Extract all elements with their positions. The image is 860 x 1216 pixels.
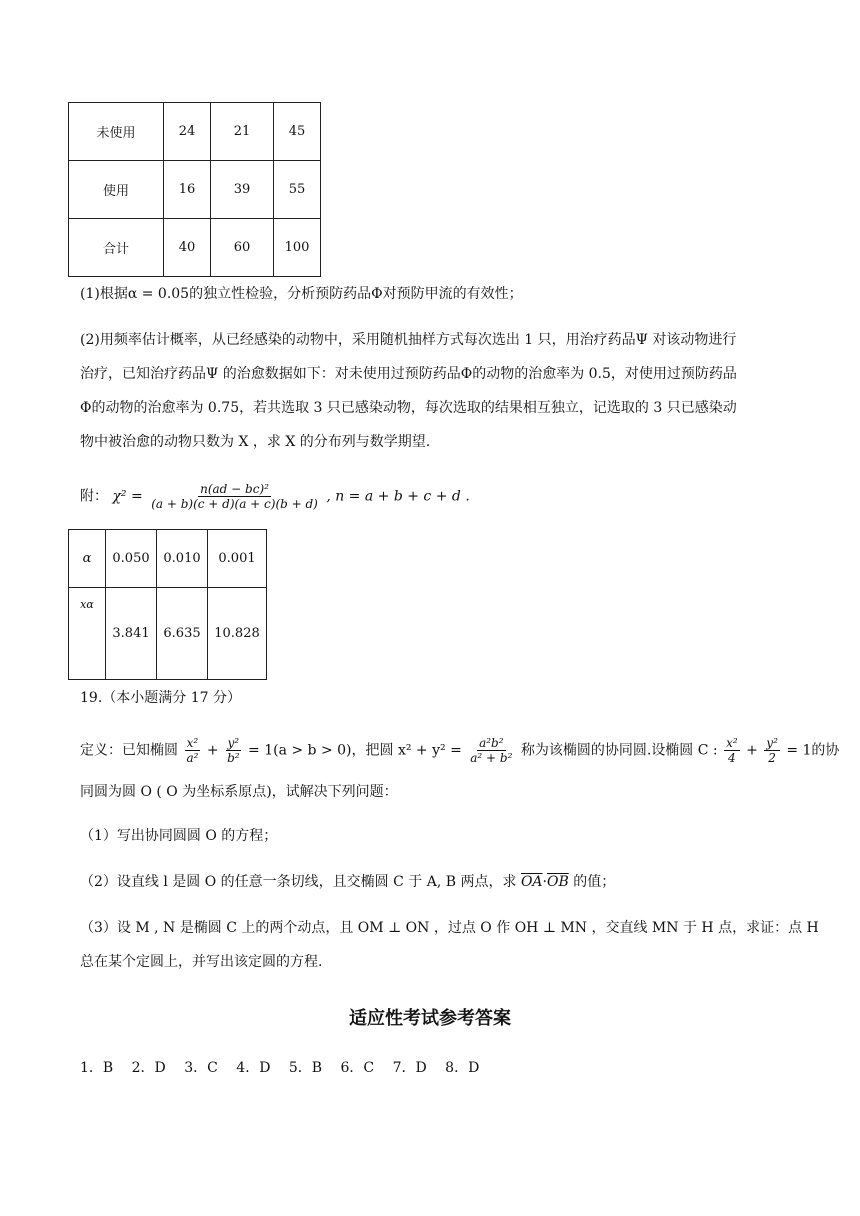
vector-ob: $\overline{OB}$ <box>546 874 569 890</box>
numerator: x² <box>726 736 738 750</box>
table-cell: 16 <box>164 161 211 219</box>
table-cell: 55 <box>274 161 321 219</box>
table-cell: α <box>69 530 106 588</box>
answers-list: 1．B 2．D 3．C 4．D 5．B 6．C 7．D 8．D <box>80 1060 480 1076</box>
row-label: 使用 <box>69 161 164 219</box>
table-cell: 45 <box>274 103 321 161</box>
q19-line-2: 同圆为圆 O ( O 为坐标系原点)，试解决下列问题： <box>80 784 398 800</box>
table-cell: xα <box>69 588 106 680</box>
fraction <box>724 736 740 765</box>
table-row <box>69 588 267 680</box>
fraction <box>468 736 514 765</box>
question-2-line-1: (2)用频率估计概率，从已经感染的动物中，采用随机抽样方式每次选出 1 只，用治疗药品Ψ 对该动物进行 <box>80 332 737 348</box>
formula-denominator: (a + b)(c + d)(a + c)(b + d) <box>151 497 318 511</box>
numerator: y² <box>766 736 778 750</box>
contingency-table <box>68 102 321 277</box>
answers-title: 适应性考试参考答案 <box>349 1008 511 1029</box>
numerator: x² <box>186 736 199 750</box>
table-cell: 21 <box>211 103 274 161</box>
q19-part-1: （1）写出协同圆圆 O 的方程； <box>80 828 278 844</box>
formula-fraction <box>149 482 320 511</box>
denominator: 2 <box>768 751 776 765</box>
denominator: b² <box>227 751 240 765</box>
formula-prefix: 附： <box>80 488 108 505</box>
table-cell: 60 <box>211 219 274 277</box>
table-row <box>69 219 321 277</box>
question-2-line-4: 物中被治愈的动物只数为 X ，求 X 的分布列与数学期望. <box>80 434 431 450</box>
table-cell: 3.841 <box>106 588 157 680</box>
table-cell: 0.001 <box>208 530 267 588</box>
denominator: 4 <box>728 751 736 765</box>
formula-suffix: , n = a + b + c + d . <box>326 488 470 505</box>
chi-symbol: χ² = <box>112 488 143 505</box>
denominator: a² <box>186 751 199 765</box>
table-cell: 0.010 <box>157 530 208 588</box>
text-span: 称为该椭圆的协同圆.设椭圆 C : <box>520 742 718 759</box>
text-span: 的值； <box>573 874 616 890</box>
table-row <box>69 530 267 588</box>
text-span: + <box>206 742 219 759</box>
fraction <box>184 736 200 765</box>
table-row <box>69 161 321 219</box>
question-1: (1)根据α = 0.05的独立性检验，分析预防药品Φ对预防甲流的有效性； <box>80 286 523 302</box>
text-span: （2）设直线 l 是圆 O 的任意一条切线，且交椭圆 C 于 A, B 两点，求 <box>80 874 517 890</box>
table-cell: 40 <box>164 219 211 277</box>
chi-square-formula <box>80 482 470 511</box>
critical-value-table <box>68 529 267 680</box>
table-row <box>69 103 321 161</box>
question-19-title: 19.（本小题满分 17 分） <box>80 690 241 706</box>
question-2-line-3: Φ的动物的治愈率为 0.75，若共选取 3 只已感染动物，每次选取的结果相互独立，记选取的 3 只已感染动 <box>80 400 737 416</box>
table-cell: 10.828 <box>208 588 267 680</box>
formula-numerator: n(ad − bc)² <box>200 482 269 496</box>
q19-part-2 <box>80 872 615 892</box>
vector-oa: $\overline{OA}$ <box>520 874 543 890</box>
row-label: 合计 <box>69 219 164 277</box>
table-cell: 24 <box>164 103 211 161</box>
numerator: y² <box>227 736 240 750</box>
text-span: = 1的协 <box>786 742 840 759</box>
table-cell: 100 <box>274 219 321 277</box>
denominator: a² + b² <box>470 751 513 765</box>
numerator: a²b² <box>479 736 504 750</box>
row-label: 未使用 <box>69 103 164 161</box>
text-span: = 1(a > b > 0)，把圆 x² + y² = <box>248 742 462 759</box>
q19-definition <box>80 736 839 765</box>
fraction <box>225 736 242 765</box>
text-span: 定义：已知椭圆 <box>80 742 178 759</box>
table-cell: 39 <box>211 161 274 219</box>
q19-part-3-line-1: （3）设 M , N 是椭圆 C 上的两个动点，且 OM ⊥ ON ，过点 O 作 OH ⊥ MN ，交直线 MN 于 H 点，求证：点 H <box>80 920 819 936</box>
text-span: · <box>542 874 547 890</box>
fraction <box>764 736 780 765</box>
question-2-line-2: 治疗，已知治疗药品Ψ 的治愈数据如下：对未使用过预防药品Φ的动物的治愈率为 0.5，对使用过预防药品 <box>80 366 737 382</box>
table-cell: 6.635 <box>157 588 208 680</box>
q19-part-3-line-2: 总在某个定圆上，并写出该定圆的方程. <box>80 954 323 970</box>
table-cell: 0.050 <box>106 530 157 588</box>
text-span: + <box>746 742 758 759</box>
